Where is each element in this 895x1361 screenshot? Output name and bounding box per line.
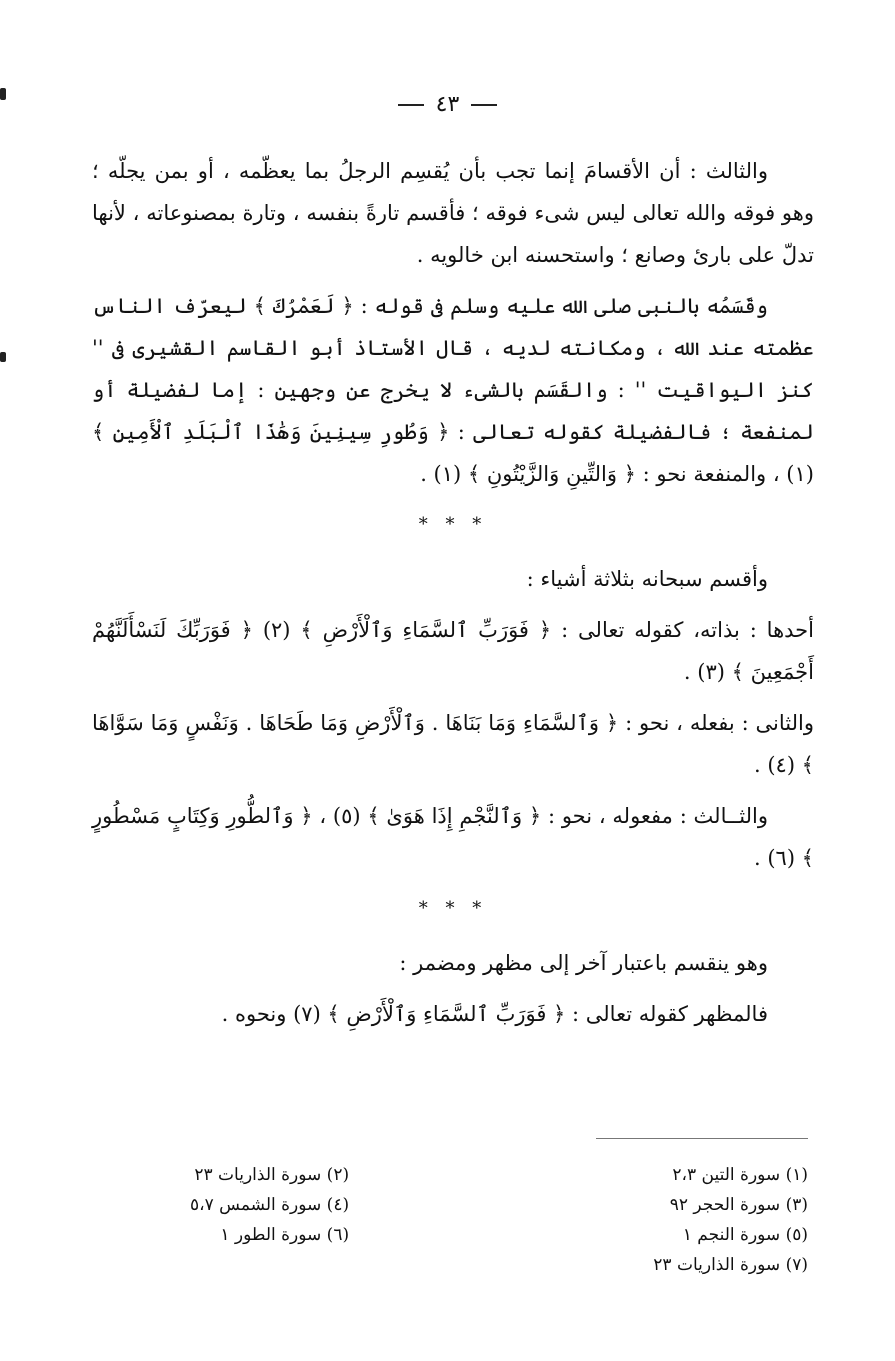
page-number-dash-right [471, 104, 497, 106]
footnote-5: (٥) سورة النجم ١ [682, 1225, 808, 1245]
section-separator: * * * [418, 898, 488, 919]
footnotes-left-column [190, 1160, 349, 1280]
main-text [92, 150, 814, 1044]
paragraph-first-by-self: أحدها : بذاته، كقوله تعالى : ﴿ فَوَرَبِّ ٱلسَّمَاءِ وَٱلْأَرْضِ ﴾ (٢) ﴿ فَوَرَبِّكَ لَنَسْأَلَنَّهُمْ أَجْمَعِينَ ﴾ (٣) . [92, 618, 814, 684]
footnote-3: (٣) سورة الحجر ٩٢ [669, 1195, 808, 1215]
section-separator: * * * [418, 514, 488, 535]
binding-mark-middle [0, 352, 6, 362]
paragraph-another-division: وهو ينقسم باعتبار آخر إلى مظهر ومضمر : [399, 951, 768, 975]
page-number-value: ٤٣ [435, 92, 460, 117]
paragraph-oath-by-prophet: وقَسَمُه بالنبى صلى الله عليه وسلم فى قوله : ﴿ لَعَمْرُكَ ﴾ ليعرّف الناس عظمته عند الله ، ومكانته لديه ، قال الأستاذ أبو القاسم القشيرى فى '' كنز اليواقيت '' : والقَسَم بالشىء لا يخرج عن وجهين : إما لفضيلة أو لمنفعة ؛ فالفضيلة كقوله تعالى : ﴿ وَطُورِ سِينِينَ وَهَٰذَا ٱلْبَلَدِ ٱلْأَمِينِ ﴾ (١) ، والمنفعة نحو : ﴿ وَالتِّينِ وَالزَّيْتُونِ ﴾ (١) . [92, 294, 814, 486]
paragraph-second-by-act: والثانى : بفعله ، نحو : ﴿ وَٱلسَّمَاءِ وَمَا بَنَاهَا . وَٱلْأَرْضِ وَمَا طَحَاهَا . وَنَفْسٍ وَمَا سَوَّاهَا ﴾ (٤) . [92, 711, 814, 777]
page-number [0, 92, 895, 117]
footnotes [190, 1160, 808, 1280]
footnote-4: (٤) سورة الشمس ٥،٧ [190, 1195, 350, 1215]
paragraph-third-by-object: والثــالث : مفعوله ، نحو : ﴿ وَٱلنَّجْمِ إِذَا هَوَىٰ ﴾ (٥) ، ﴿ وَٱلطُّورِ وَكِتَابٍ مَسْطُورٍ ﴾ (٦) . [92, 804, 814, 870]
paragraph-explicit-oath: فالمظهر كقوله تعالى : ﴿ فَوَرَبِّ ٱلسَّمَاءِ وَٱلْأَرْضِ ﴾ (٧) ونحوه . [221, 1002, 768, 1026]
footnote-7: (٧) سورة الذاريات ٢٣ [653, 1255, 808, 1275]
footnotes-right-column [653, 1160, 808, 1280]
footnote-2: (٢) سورة الذاريات ٢٣ [194, 1165, 350, 1185]
paragraph-third-reason: والثالث : أن الأقسامَ إنما تجب بأن يُقسِم الرجلُ بما يعظّمه ، أو بمن يجلّه ؛ وهو فوقه والله تعالى ليس شىء فوقه ؛ فأقسم تارةً بنفسه ، وتارة بمصنوعاته ، لأنها تدلّ على بارئ وصانع ؛ واستحسنه ابن خالويه . [92, 159, 814, 267]
footnote-divider [596, 1138, 808, 1139]
footnote-6: (٦) سورة الطور ١ [220, 1225, 350, 1245]
footnote-1: (١) سورة التين ٢،٣ [672, 1165, 808, 1185]
paragraph-three-things: وأقسم سبحانه بثلاثة أشياء : [526, 567, 768, 591]
page-number-dash-left [398, 104, 424, 106]
